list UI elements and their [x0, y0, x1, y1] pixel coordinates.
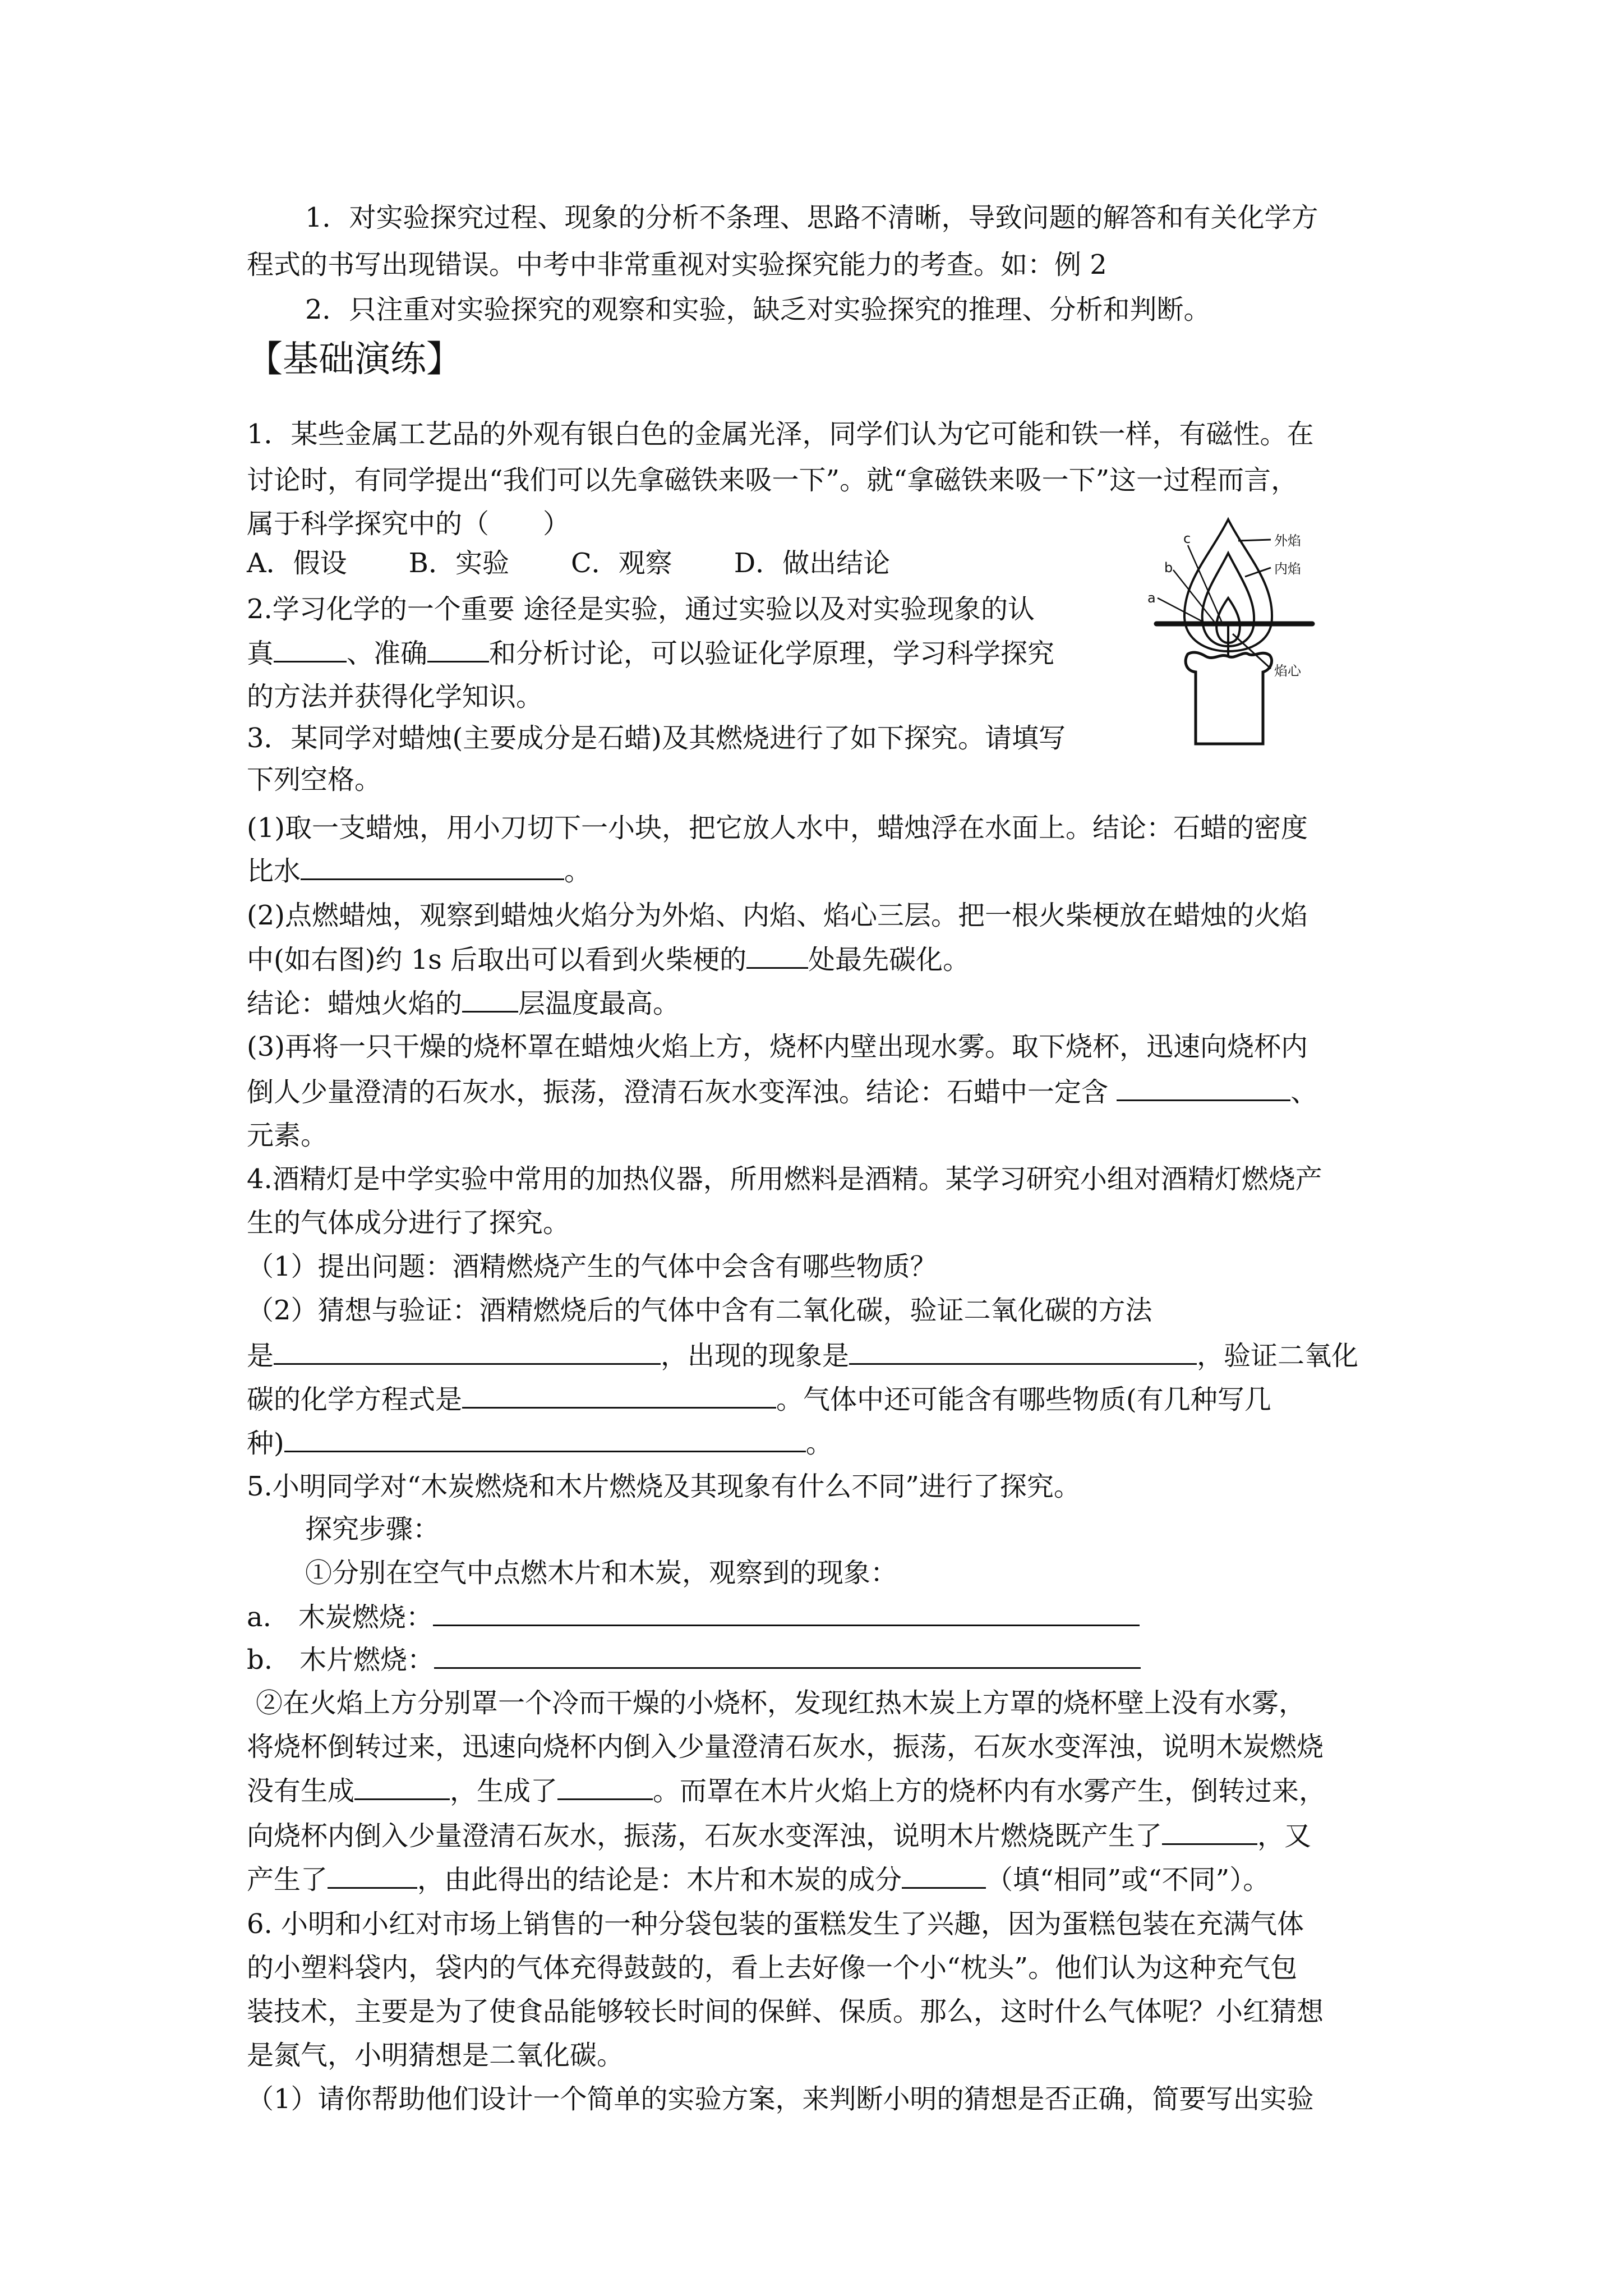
- q5-blank-5[interactable]: [902, 1859, 986, 1889]
- q4-text-d: 碳的化学方程式是: [247, 1384, 463, 1415]
- q3-p3-text-a: 倒人少量澄清的石灰水，振荡，澄清石灰水变浑浊。结论：石蜡中一定含: [247, 1076, 1117, 1108]
- candle-body: [1186, 652, 1272, 744]
- q5-step-2-line-2: 将烧杯倒转过来，迅速向烧杯内倒入少量澄清石灰水，振荡，石灰水变浑浊，说明木炭燃烧: [247, 1731, 1324, 1763]
- q6-line-4: 是氮气，小明猜想是二氧化碳。: [247, 2040, 624, 2071]
- q1-line-3: 属于科学探究中的（ ）: [247, 508, 570, 540]
- q3-p2-conclusion-b: 层温度最高。: [518, 988, 680, 1019]
- q5-text-c: 。而罩在木片火焰上方的烧杯内有水雾产生，倒转过来，: [653, 1775, 1326, 1807]
- q4-blank-other-gases[interactable]: [284, 1423, 806, 1452]
- q4-blank-phenomenon[interactable]: [849, 1335, 1197, 1365]
- q3-p3-text-b: 、: [1290, 1076, 1318, 1108]
- candle-flame-figure: [1144, 514, 1413, 749]
- q5-text-e: ，又: [1257, 1820, 1312, 1852]
- q6-line-2: 的小塑料袋内，袋内的气体充得鼓鼓的，看上去好像一个小“枕头”。他们认为这种充气包: [247, 1952, 1298, 1984]
- q6-line-1: 6. 小明和小红对市场上销售的一种分袋包装的蛋糕发生了兴趣，因为蛋糕包装在充满气体: [247, 1908, 1304, 1940]
- q5-text-b: ，生成了: [450, 1775, 558, 1807]
- note-1-line-2: 程式的书写出现错误。中考中非常重视对实验探究能力的考查。如：例 2: [247, 249, 1107, 280]
- q5-text-d: 向烧杯内倒入少量澄清石灰水，振荡，石灰水变浑浊，说明木片燃烧既产生了: [247, 1820, 1163, 1852]
- label-b: b: [1164, 560, 1173, 576]
- q1-line-1: 1．某些金属工艺品的外观有银白色的金属光泽，同学们认为它可能和铁一样，有磁性。在: [247, 418, 1314, 450]
- q5-text-h: （填“相同”或“不同”）。: [986, 1864, 1270, 1895]
- note-2: 2．只注重对实验探究的观察和实验，缺乏对实验探究的推理、分析和判断。: [305, 294, 1211, 325]
- q3-p1-line-2: [247, 850, 591, 891]
- q5-step-2-line-3: [247, 1770, 1326, 1811]
- q5-step-1: ①分别在空气中点燃木片和木炭，观察到的现象：: [305, 1557, 898, 1589]
- q5-step-2-line-5: [247, 1859, 1270, 1900]
- q4-text-c: ，验证二氧化: [1197, 1340, 1359, 1372]
- q2-blank-2[interactable]: [427, 633, 489, 662]
- q3-p3-line-3: 元素。: [247, 1120, 328, 1151]
- q5-text-g: ，由此得出的结论是：木片和木炭的成分: [417, 1864, 902, 1895]
- q5-blank-1[interactable]: [354, 1770, 450, 1800]
- q5-step-2-line-1: ②在火焰上方分别罩一个冷而干燥的小烧杯，发现红热木炭上方罩的烧杯壁上没有水雾，: [256, 1687, 1306, 1719]
- q1-line-2: 讨论时，有同学提出“我们可以先拿磁铁来吸一下”。就“拿磁铁来吸一下”这一过程而言，: [247, 464, 1298, 496]
- q4-line-2: 生的气体成分进行了探究。: [247, 1207, 570, 1239]
- q5-a-line: [247, 1596, 1140, 1637]
- q5-blank-4[interactable]: [328, 1859, 417, 1889]
- label-outer-flame: 外焰: [1274, 533, 1301, 549]
- label-flame-core: 焰心: [1274, 663, 1301, 679]
- q2-text-b: 、准确: [347, 638, 428, 669]
- q4-text-b: ，出现的现象是: [661, 1340, 850, 1372]
- q6-line-3: 装技术，主要是为了使食品能够较长时间的保鲜、保质。那么，这时什么气体呢？小红猜想: [247, 1996, 1324, 2027]
- q2-text-a: 真: [247, 638, 274, 669]
- q2-blank-1[interactable]: [274, 633, 347, 662]
- q4-p2-line-2: [247, 1335, 1358, 1376]
- label-inner-flame: 内焰: [1274, 561, 1301, 577]
- q3-blank-element[interactable]: [1117, 1071, 1290, 1101]
- q3-p2-text-a: 中(如右图)约 1s 后取出可以看到火柴梗的: [247, 944, 747, 976]
- label-c: c: [1183, 531, 1191, 546]
- q3-p2-line-2: [247, 939, 970, 980]
- q3-line-1: 3．某同学对蜡烛(主要成分是石蜡)及其燃烧进行了如下探究。请填写: [247, 723, 1066, 754]
- section-heading: 【基础演练】: [247, 339, 462, 380]
- q1-option-b: B．实验: [408, 547, 509, 579]
- q2-line-3: 的方法并获得化学知识。: [247, 681, 543, 712]
- q1-options: [247, 543, 890, 583]
- q3-p2-line-1: (2)点燃蜡烛，观察到蜡烛火焰分为外焰、内焰、焰心三层。把一根火柴梗放在蜡烛的火焰: [247, 900, 1308, 931]
- q5-b-label: b. 木片燃烧：: [247, 1644, 434, 1676]
- q5-text-f: 产生了: [247, 1864, 328, 1895]
- q4-blank-equation[interactable]: [462, 1379, 776, 1409]
- q5-blank-3[interactable]: [1162, 1815, 1257, 1845]
- q4-p2-line-3: [247, 1379, 1271, 1420]
- q3-line-2: 下列空格。: [247, 764, 382, 795]
- q4-p1: （1）提出问题：酒精燃烧产生的气体中会含有哪些物质？: [247, 1251, 937, 1282]
- q3-p2-line-3: [247, 983, 680, 1024]
- q1-option-c: C．观察: [570, 547, 672, 579]
- q1-option-a: A．假设: [247, 547, 347, 579]
- q2-text-c: 和分析讨论，可以验证化学原理，学习科学探究: [489, 638, 1055, 669]
- q3-p1-text-a: 比水: [247, 855, 301, 887]
- q6-p1: （1）请你帮助他们设计一个简单的实验方案，来判断小明的猜想是否正确，简要写出实验: [247, 2083, 1314, 2115]
- q1-option-d: D．做出结论: [734, 547, 891, 579]
- q4-text-e: 。气体中还可能含有哪些物质(有几种写几: [776, 1384, 1271, 1415]
- q5-blank-2[interactable]: [557, 1770, 653, 1800]
- q4-p2-line-4: [247, 1423, 833, 1464]
- q5-blank-charcoal[interactable]: [433, 1596, 1140, 1626]
- q3-p1-line-1: (1)取一支蜡烛，用小刀切下一小块，把它放人水中，蜡烛浮在水面上。结论：石蜡的密度: [247, 812, 1308, 844]
- q3-blank-match[interactable]: [746, 939, 808, 969]
- q5-line-1: 5.小明同学对“木炭燃烧和木片燃烧及其现象有什么不同”进行了探究。: [247, 1471, 1081, 1502]
- q5-b-line: [247, 1639, 1141, 1680]
- q5-blank-wood[interactable]: [434, 1639, 1141, 1669]
- q4-text-a: 是: [247, 1340, 274, 1372]
- q3-p3-line-2: [247, 1071, 1317, 1112]
- q4-text-f: 种): [247, 1428, 284, 1459]
- q4-p2-line-1: （2）猜想与验证：酒精燃烧后的气体中含有二氧化碳，验证二氧化碳的方法: [247, 1295, 1152, 1326]
- q4-text-g: 。: [805, 1428, 833, 1459]
- q3-blank-density[interactable]: [301, 850, 564, 880]
- note-1-line-1: 1．对实验探究过程、现象的分析不条理、思路不清晰，导致问题的解答和有关化学方: [305, 202, 1318, 233]
- q5-text-a: 没有生成: [247, 1775, 355, 1807]
- q5-steps: 探究步骤：: [305, 1513, 440, 1545]
- q3-p2-conclusion-a: 结论：蜡烛火焰的: [247, 988, 463, 1019]
- q2-line-2: [247, 633, 1054, 674]
- q2-line-1: 2.学习化学的一个重要 途径是实验，通过实验以及对实验现象的认: [247, 593, 1035, 625]
- q5-a-label: a. 木炭燃烧：: [247, 1602, 433, 1633]
- q3-p2-text-b: 处最先碳化。: [808, 944, 970, 976]
- q3-p1-text-b: 。: [564, 855, 592, 887]
- q4-line-1: 4.酒精灯是中学实验中常用的加热仪器，所用燃料是酒精。某学习研究小组对酒精灯燃烧产: [247, 1163, 1322, 1195]
- q5-step-2-line-4: [247, 1815, 1311, 1856]
- q4-blank-method[interactable]: [274, 1335, 661, 1365]
- q3-blank-layer[interactable]: [462, 983, 518, 1013]
- q3-p3-line-1: (3)再将一只干燥的烧杯罩在蜡烛火焰上方，烧杯内壁出现水雾。取下烧杯，迅速向烧杯内: [247, 1031, 1308, 1062]
- label-a: a: [1147, 590, 1156, 606]
